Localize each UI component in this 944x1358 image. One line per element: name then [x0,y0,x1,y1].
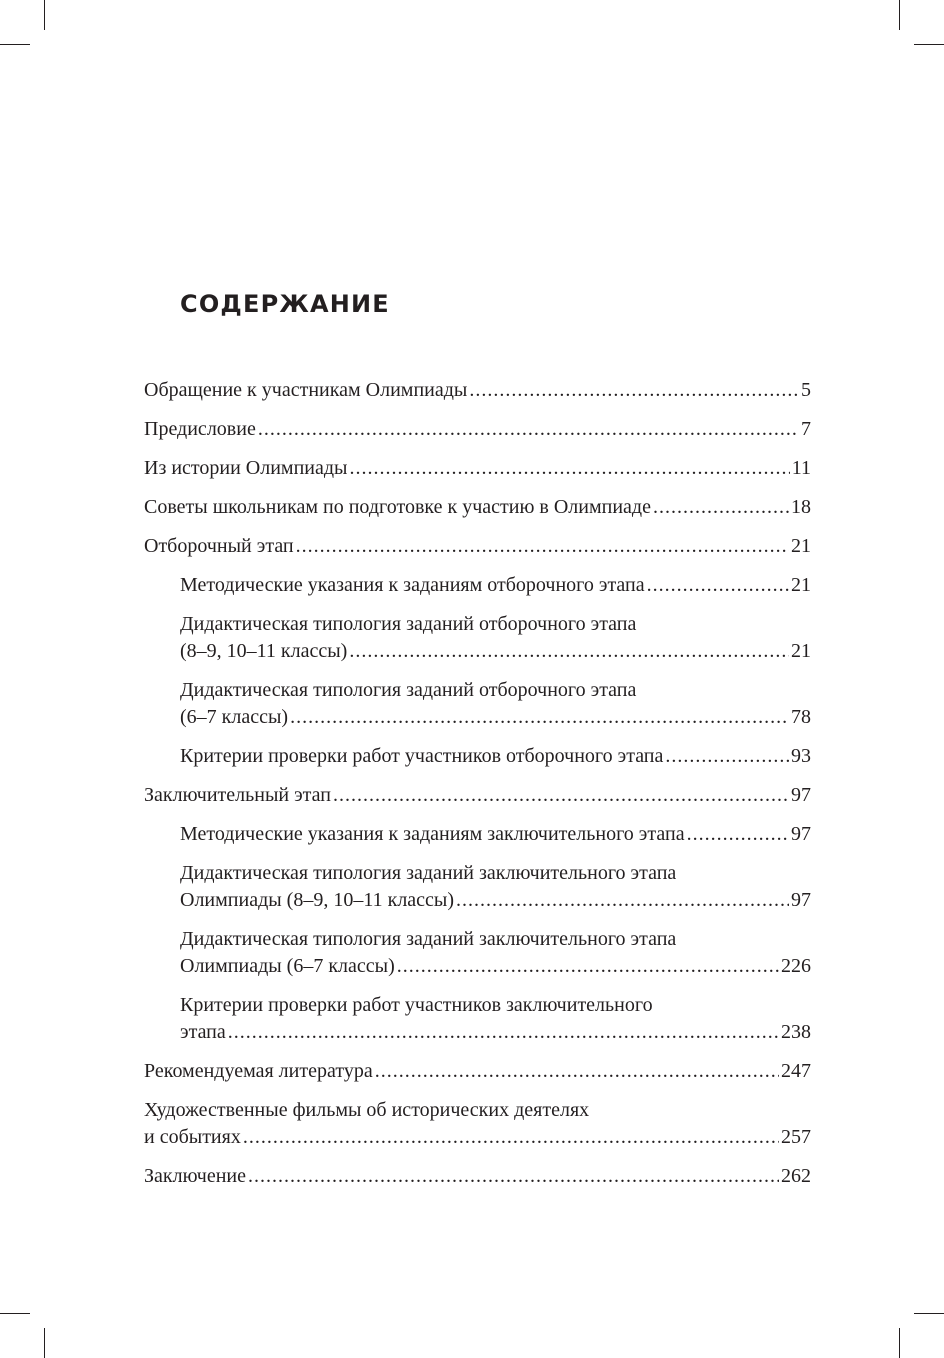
toc-entry-literature[interactable] [144,1058,811,1085]
toc-entry-history[interactable] [144,455,811,482]
toc-entry-page: 18 [791,496,811,518]
toc-entry-page: 247 [781,1060,811,1082]
toc-entry-title: Рекомендуемая литература [144,1060,373,1082]
toc-entry-line [144,494,811,521]
toc-entry-final-typology-6-7[interactable] [144,926,811,980]
toc-entry-title: (8–9, 10–11 классы) [180,640,348,662]
toc-entry-qualifying-stage[interactable] [144,533,811,560]
toc-entry-preface[interactable] [144,416,811,443]
toc-entry-line [180,1019,811,1046]
toc-entry-title: Из истории Олимпиады [144,457,348,479]
dot-leader [333,782,789,809]
toc-entry-title: Олимпиады (8–9, 10–11 классы) [180,889,455,911]
toc-entry-page: 238 [781,1021,811,1043]
toc-entry-line [144,455,811,482]
toc-entry-title-line1: Критерии проверки работ участников заключительного [180,994,653,1016]
toc-entry-line [180,953,811,980]
toc-entry-title-line1: Дидактическая типология заданий отборочного этапа [180,679,637,701]
toc-entry-page: 262 [781,1165,811,1187]
toc-entry-title-line1: Художественные фильмы об исторических деятелях [144,1099,590,1121]
toc-entry-conclusion[interactable] [144,1163,811,1190]
crop-mark-bottom-left-h [0,1313,30,1314]
toc-entry-line [180,638,811,665]
toc-entry-line [144,1058,811,1085]
toc-entry-line [144,1124,811,1151]
toc-entry-final-stage[interactable] [144,782,811,809]
dot-leader [653,494,789,521]
dot-leader [349,638,789,665]
toc-entry-line [144,533,811,560]
toc-entry-title: (6–7 классы) [180,706,289,728]
crop-mark-top-left-h [0,44,30,45]
crop-mark-bottom-right-v [899,1328,900,1358]
toc-entry-line [144,782,811,809]
dot-leader [647,572,789,599]
dot-leader [469,377,799,404]
dot-leader [375,1058,779,1085]
toc-entry-title: Заключение [144,1165,246,1187]
crop-mark-top-right-h [914,44,944,45]
toc-entry-page: 21 [791,535,811,557]
toc-entry-title: Критерии проверки работ участников отборочного этапа [180,745,664,767]
toc-entry-line [180,821,811,848]
toc-entry-final-criteria[interactable] [144,992,811,1046]
toc-entry-qualifying-typology-6-7[interactable] [144,677,811,731]
toc-entry-final-typology-8-11[interactable] [144,860,811,914]
toc-entry-final-guidelines[interactable] [144,821,811,848]
dot-leader [350,455,790,482]
toc-entry-page: 5 [801,379,811,401]
dot-leader [290,704,789,731]
crop-mark-top-right-v [899,0,900,30]
toc-entry-title: Обращение к участникам Олимпиады [144,379,468,401]
toc-entry-title: этапа [180,1021,226,1043]
toc-entry-title: Олимпиады (6–7 классы) [180,955,395,977]
toc-entry-page: 97 [791,784,811,806]
dot-leader [228,1019,779,1046]
toc-entry-title-line1: Дидактическая типология заданий заключительного этапа [180,862,677,884]
dot-leader [687,821,789,848]
toc-entry-line [180,887,811,914]
toc-entry-page: 7 [801,418,811,440]
toc-entry-films[interactable] [144,1097,811,1151]
toc-entry-title: Отборочный этап [144,535,294,557]
crop-mark-bottom-right-h [914,1313,944,1314]
toc-entry-title-line1: Дидактическая типология заданий отборочного этапа [180,613,637,635]
toc-entry-title-line1: Дидактическая типология заданий заключительного этапа [180,928,677,950]
toc-entry-qualifying-typology-8-11[interactable] [144,611,811,665]
toc-entry-line [180,704,811,731]
toc-entry-title: Советы школьникам по подготовке к участию в Олимпиаде [144,496,651,518]
toc-entry-appeal[interactable] [144,377,811,404]
toc-entry-line [180,743,811,770]
toc-entry-page: 21 [791,640,811,662]
toc-entry-title: Заключительный этап [144,784,331,806]
toc-entry-page: 97 [791,823,811,845]
toc-entry-line [144,377,811,404]
page-title: СОДЕРЖАНИЕ [180,290,390,318]
crop-mark-bottom-left-v [44,1328,45,1358]
toc-entry-title: Методические указания к заданиям отборочного этапа [180,574,645,596]
dot-leader [397,953,779,980]
toc-entry-page: 97 [791,889,811,911]
toc-entry-page: 93 [791,745,811,767]
toc-entry-title: Предисловие [144,418,256,440]
crop-mark-top-left-v [44,0,45,30]
toc-entry-page: 21 [791,574,811,596]
dot-leader [296,533,789,560]
dot-leader [258,416,799,443]
dot-leader [243,1124,779,1151]
toc-entry-page: 11 [791,457,811,479]
toc-entry-line [144,1163,811,1190]
dot-leader [456,887,789,914]
toc-entry-page: 78 [791,706,811,728]
toc-entry-title: и событиях [144,1126,241,1148]
toc-entry-line [180,572,811,599]
toc-entry-page: 257 [781,1126,811,1148]
table-of-contents [144,377,811,1202]
toc-entry-advice[interactable] [144,494,811,521]
toc-entry-qualifying-guidelines[interactable] [144,572,811,599]
toc-entry-page: 226 [781,955,811,977]
toc-entry-line [144,416,811,443]
toc-entry-title: Методические указания к заданиям заключительного этапа [180,823,685,845]
toc-entry-qualifying-criteria[interactable] [144,743,811,770]
dot-leader [665,743,789,770]
dot-leader [248,1163,779,1190]
